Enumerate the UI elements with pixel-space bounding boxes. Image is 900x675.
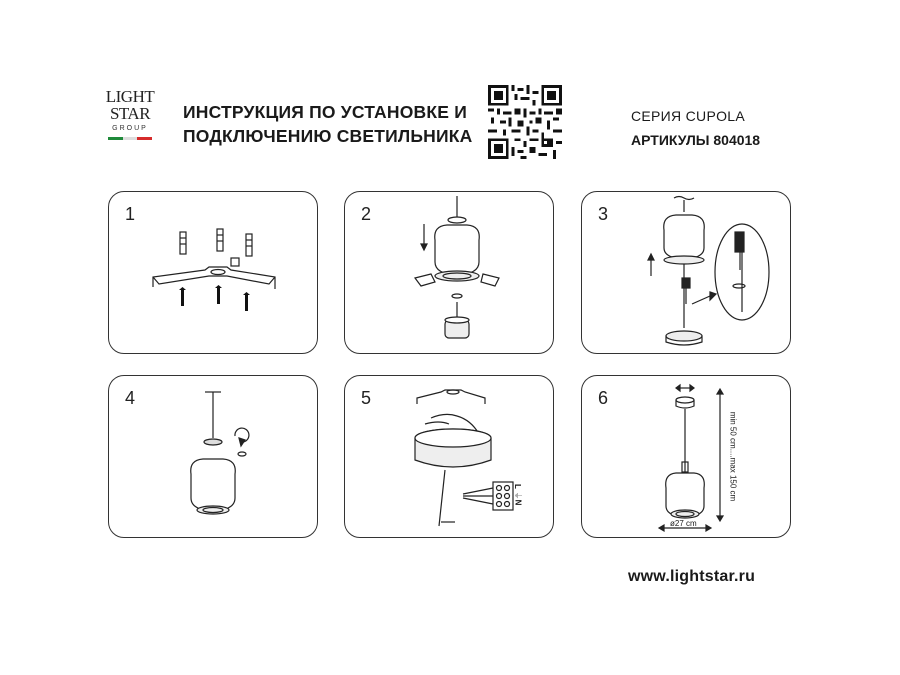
step-3-card bbox=[581, 191, 791, 354]
step-number: 2 bbox=[361, 204, 372, 224]
series-info bbox=[631, 104, 760, 152]
title-line-1: ИНСТРУКЦИЯ ПО УСТАНОВКЕ И bbox=[183, 102, 467, 122]
step-number: 1 bbox=[125, 204, 136, 224]
step-number: 5 bbox=[361, 388, 372, 408]
dimensions-illustration bbox=[582, 376, 790, 537]
step-number: 3 bbox=[598, 204, 609, 224]
brand-line-2: STAR bbox=[109, 104, 151, 123]
wire-label-l: L bbox=[512, 484, 522, 489]
shade-attachment-illustration bbox=[345, 192, 553, 353]
wire-label-earth: ⏚ bbox=[513, 491, 523, 500]
article-number: АРТИКУЛЫ 804018 bbox=[631, 132, 761, 148]
step-1-card bbox=[108, 191, 318, 354]
mounting-bracket-illustration bbox=[109, 192, 317, 353]
height-adjustment-illustration bbox=[582, 192, 790, 353]
qr-code-icon bbox=[488, 85, 562, 159]
title-line-2: ПОДКЛЮЧЕНИЮ СВЕТИЛЬНИКА bbox=[183, 126, 473, 146]
step-number: 6 bbox=[598, 388, 609, 408]
diameter-label: ø27 cm bbox=[670, 519, 697, 528]
page-title bbox=[183, 100, 483, 148]
step-4-card bbox=[108, 375, 318, 538]
website-link[interactable]: www.lightstar.ru bbox=[628, 568, 756, 585]
brand-logo bbox=[104, 88, 156, 154]
italian-flag-icon bbox=[108, 137, 152, 140]
brand-line-1: LIGHT bbox=[105, 87, 155, 106]
step-number: 4 bbox=[125, 388, 136, 408]
height-range-label: min 50 cm....max 150 cm bbox=[728, 411, 738, 502]
step-2-card bbox=[344, 191, 554, 354]
series-name: СЕРИЯ CUPOLA bbox=[631, 108, 746, 124]
step-6-card bbox=[581, 375, 791, 538]
step-5-card bbox=[344, 375, 554, 538]
wire-label-n: N bbox=[513, 499, 523, 506]
shade-fixing-illustration bbox=[109, 376, 317, 537]
brand-line-3: GROUP bbox=[112, 125, 148, 132]
wiring-illustration bbox=[345, 376, 553, 537]
